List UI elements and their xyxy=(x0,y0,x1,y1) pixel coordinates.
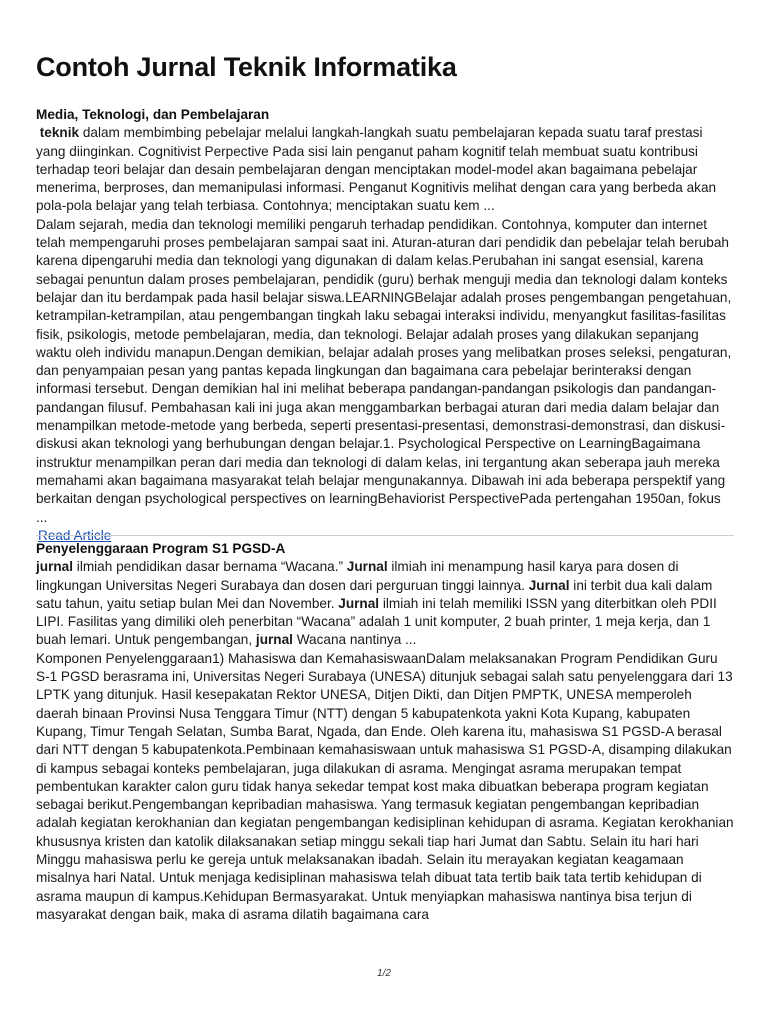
read-article-link[interactable]: Read Article xyxy=(38,527,112,543)
article-media-teknologi xyxy=(36,106,734,545)
snippet-text: ilmiah ini telah memiliki ISSN yang diterbitkan oleh PDII LIPI. Fasilitas yang dimiliki oleh penerbitan “Wacana” adalah 1 unit komputer, 2 buah printer, 1 meja kerja, dan 1 buah lemari. Untuk pengembangan, xyxy=(36,595,717,648)
snippet-keyword: jurnal xyxy=(36,559,74,575)
snippet-keyword: Jurnal xyxy=(346,559,388,575)
snippet-text: ilmiah pendidikan dasar bernama “Wacana.” xyxy=(73,559,347,575)
snippet-keyword: Jurnal xyxy=(338,595,380,611)
snippet-text: Wacana nantinya ... xyxy=(292,632,417,648)
snippet-keyword: teknik xyxy=(39,125,80,141)
article-title: Penyelenggaraan Program S1 PGSD-A xyxy=(36,541,286,556)
snippet-text: dalam membimbing pebelajar melalui langkah-langkah suatu pembelajaran kepada suatu taraf prestasi yang diinginkan. Cognitivist Perpective Pada sisi lain penganut paham kognitif telah membuat suatu kontribusi terhadap teori belajar dan desain pembelajaran dengan menciptakan model-model akan bagaimana pebelajar menerima, berproses, dan memanipulasi informasi. Penganut Kognitivis melihat dengan cara yang berbeda akan pola-pola belajar yang telah terbiasa. Contohnya; menciptakan suatu kem ... xyxy=(36,125,717,214)
snippet-text: ilmiah ini menampung hasil karya para dosen di lingkungan Universitas Negeri Surabaya dan dosen dari perguruan tinggi lainnya. xyxy=(36,559,679,593)
page-number: 1/2 xyxy=(377,968,391,979)
snippet-keyword: jurnal xyxy=(255,632,293,648)
snippet-keyword: Jurnal xyxy=(528,577,570,593)
page-title: Contoh Jurnal Teknik Informatika xyxy=(36,52,457,82)
article-snippet xyxy=(36,558,734,649)
article-body: Komponen Penyelenggaraan1) Mahasiswa dan KemahasiswaanDalam melaksanakan Program Pendidikan Guru S-1 PGSD berasrama ini, Universitas Negeri Surabaya (UNESA) ditunjuk sebagai salah satu penyelenggara dari 13 LPTK yang ditunjuk. Hasil kesepakatan Rektor UNESA, Ditjen Dikti, dan Ditjen PMPTK, UNESA memperoleh daerah binaan Provinsi Nusa Tenggara Timur (NTT) dengan 5 kabupatenkota yakni Kota Kupang, kabupaten Kupang, Timur Tengah Selatan, Sumba Barat, Ngada, dan Ende. Oleh karena itu, mahasiswa S1 PGSD-A berasal dari NTT dengan 5 kabupatenkota.Pembinaan kemahasiswaan untuk mahasiswa S1 PGSD-A, disamping dilakukan di kampus sebagai konteks pembelajaran, juga dilakukan di asrama. Mengingat asrama merupakan tempat pembentukan karakter calon guru tidak hanya sekedar tempat kost maka dibuatkan beberapa program kegiatan sebagai berikut.Pengembangan kepribadian mahasiswa. Yang termasuk kegiatan pengembangan kepribadian adalah kegiatan kerokhanian dan kegiatan pengembangan kedisiplinan kehidupan di asrama. Kegiatan kerokhanian khususnya kristen dan katolik dilaksanakan setiap minggu sekali tiap hari Jumat dan Sabtu. Selain itu hari hari Minggu mahasiswa perlu ke gereja untuk melaksanakan ibadah. Selain itu merayakan kegiatan keagamaan misalnya hari Natal. Untuk menjaga kedisiplinan mahasiswa telah dibuat tata tertib baik tata tertib kehidupan di asrama maupun di kampus.Kehidupan Bermasyarakat. Untuk menyiapkan mahasiswa nantinya bisa terjun di masyarakat dengan baik, maka di asrama dilatih bagaimana cara xyxy=(36,650,734,922)
snippet-text: ini terbit dua kali dalam satu tahun, yaitu setiap bulan Mei dan November. xyxy=(36,577,713,611)
article-divider xyxy=(36,535,734,536)
article-title: Media, Teknologi, dan Pembelajaran xyxy=(36,107,270,122)
article-body: Dalam sejarah, media dan teknologi memiliki pengaruh terhadap pendidikan. Contohnya, komputer dan internet telah mempengaruhi proses pembelajaran sampai saat ini. Aturan-aturan dari pendidik dan pebelajar telah berubah karena dipengaruhi media dan teknologi yang digunakan di dalam kelas.Perubahan ini sangat esensial, karena sebagai penuntun dalam proses pembelajaran, pendidik (guru) berhak menguji media dan teknologi dalam konteks belajar dan itu berdampak pada hasil belajar siswa.LEARNINGBelajar adalah proses pengembangan pengetahuan, ketrampilan-ketrampilan, atau pengembangan tingkah laku sebagai interaksi individu, menyangkut fasilitas-fasilitas fisik, psikologis, metode pembelajaran, media, dan teknologi. Belajar adalah proses yang dilakukan sepanjang waktu oleh individu manapun.Dengan demikian, belajar adalah proses yang melibatkan proses seleksi, pengaturan, dan penyampaian pesan yang pantas kepada lingkungan dan bagaimana cara pebelajar berinteraksi dengan informasi tersebut. Dengan demikian hal ini melihat beberapa pandangan-pandangan psikologis dan pandangan-pandangan filusuf. Pembahasan kali ini juga akan menggambarkan berbagai aturan dari media dalam belajar dan menampilkan metode-metode yang berbeda, seperti presentasi-presentasi, demonstrasi-demonstrasi, dan diskusi-diskusi akan teknologi yang berhubungan dengan belajar.1. Psychological Perspective on LearningBagaimana instruktur menampilkan peran dari media dan teknologi di dalam kelas, ini tergantung akan seberapa jauh mereka memahami akan bagaimana masyarakat telah belajar mengunakannya. Dibawah ini ada beberapa perspektif yang berkaitan dengan psychological perspectives on learningBehaviorist PerspectivePada pertengahan 1950an, fokus ... xyxy=(36,216,732,525)
article-pgsd xyxy=(36,540,734,924)
article-snippet xyxy=(36,124,734,215)
